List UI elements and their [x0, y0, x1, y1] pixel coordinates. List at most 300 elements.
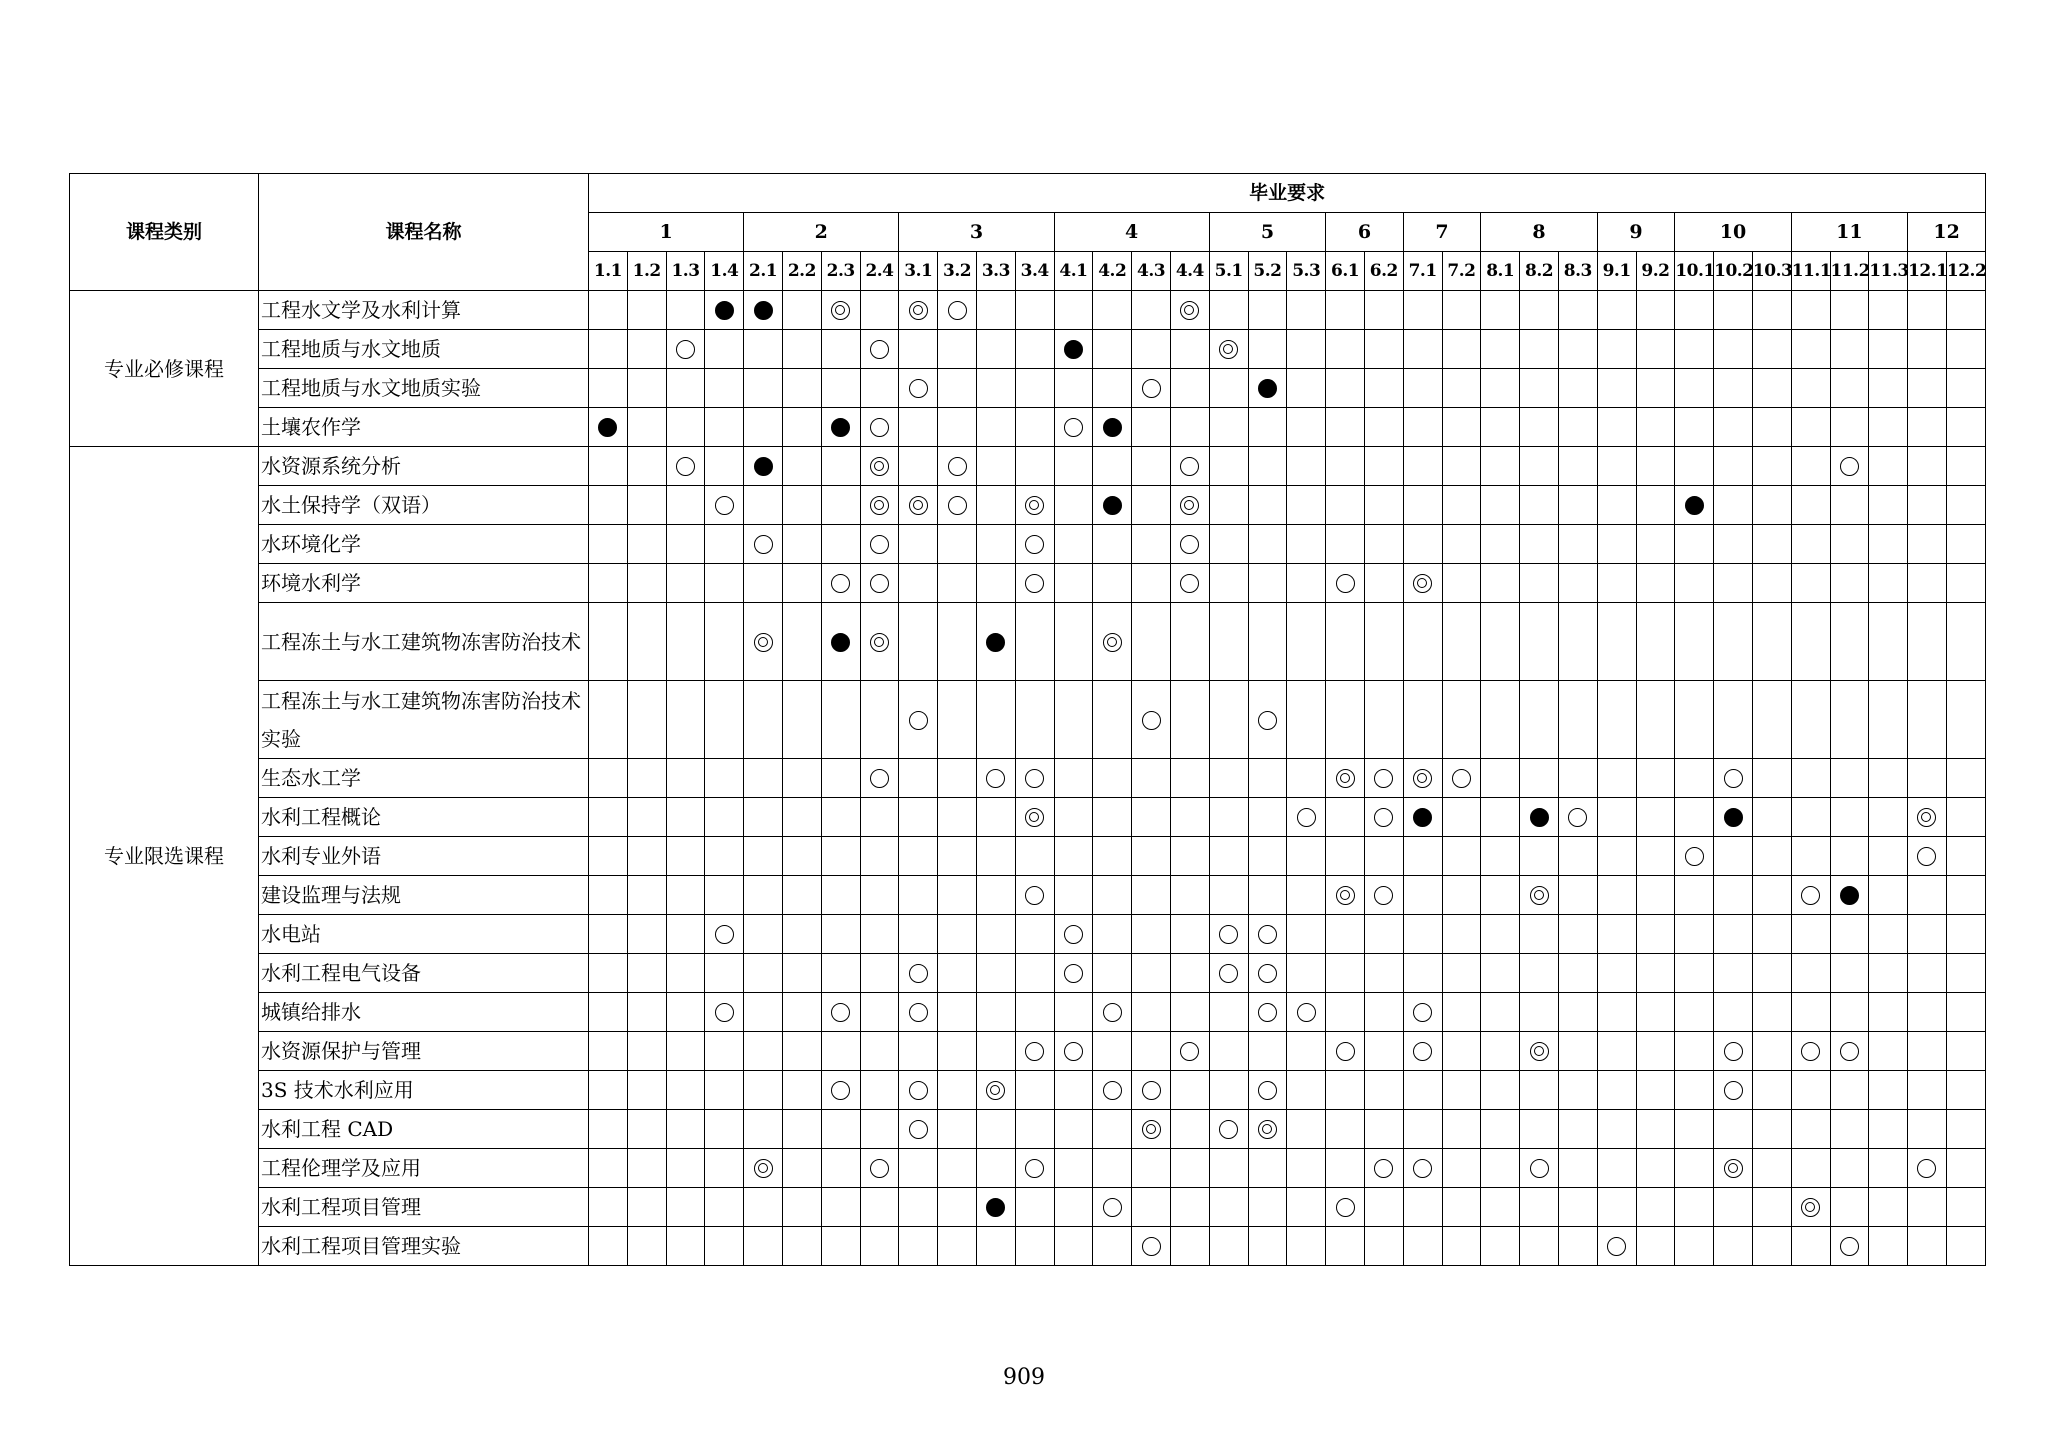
double-circle-icon — [1413, 574, 1432, 593]
matrix-cell — [1791, 876, 1830, 915]
matrix-cell — [1015, 1149, 1054, 1188]
matrix-cell — [1830, 408, 1869, 447]
matrix-cell — [1520, 915, 1559, 954]
requirement-header: 7 — [1403, 213, 1481, 252]
matrix-cell — [1326, 486, 1365, 525]
matrix-cell — [1636, 291, 1675, 330]
matrix-cell — [1170, 876, 1209, 915]
matrix-cell — [1520, 486, 1559, 525]
matrix-cell — [1520, 291, 1559, 330]
matrix-cell — [1015, 369, 1054, 408]
full-circle-icon — [986, 1198, 1005, 1217]
matrix-cell — [1752, 759, 1791, 798]
matrix-cell — [1520, 837, 1559, 876]
matrix-cell — [782, 564, 821, 603]
matrix-cell — [1209, 291, 1248, 330]
matrix-cell — [782, 408, 821, 447]
matrix-cell — [1558, 330, 1597, 369]
matrix-cell — [627, 798, 666, 837]
matrix-cell — [1364, 486, 1403, 525]
matrix-cell — [860, 954, 899, 993]
matrix-cell — [744, 837, 783, 876]
sub-requirement-header: 10.3 — [1752, 252, 1791, 291]
matrix-cell — [1442, 993, 1481, 1032]
matrix-cell — [1132, 837, 1171, 876]
matrix-cell — [1209, 603, 1248, 681]
open-circle-icon — [909, 1003, 928, 1022]
matrix-cell — [1908, 564, 1947, 603]
matrix-cell — [1209, 1227, 1248, 1266]
matrix-cell — [821, 564, 860, 603]
matrix-cell — [1636, 837, 1675, 876]
matrix-cell — [1170, 1110, 1209, 1149]
matrix-cell — [821, 759, 860, 798]
double-circle-icon — [754, 1159, 773, 1178]
double-circle-icon — [1530, 1042, 1549, 1061]
matrix-cell — [1170, 681, 1209, 759]
matrix-cell — [589, 525, 628, 564]
matrix-cell — [705, 1149, 744, 1188]
requirement-header: 11 — [1791, 213, 1907, 252]
matrix-cell — [1908, 447, 1947, 486]
matrix-cell — [589, 369, 628, 408]
matrix-cell — [1287, 447, 1326, 486]
matrix-cell — [1093, 915, 1132, 954]
matrix-cell — [1558, 681, 1597, 759]
matrix-cell — [1908, 603, 1947, 681]
matrix-cell — [1209, 408, 1248, 447]
page-number: 909 — [1003, 1365, 1045, 1390]
matrix-cell — [1093, 1188, 1132, 1227]
matrix-cell — [1170, 330, 1209, 369]
matrix-cell — [1326, 876, 1365, 915]
matrix-cell — [1170, 1227, 1209, 1266]
matrix-cell — [1054, 330, 1093, 369]
matrix-cell — [782, 1071, 821, 1110]
open-circle-icon — [1142, 379, 1161, 398]
matrix-cell — [1752, 408, 1791, 447]
open-circle-icon — [1840, 1042, 1859, 1061]
matrix-cell — [1597, 1149, 1636, 1188]
table-row — [70, 447, 1986, 486]
matrix-cell — [1636, 369, 1675, 408]
matrix-cell — [1752, 1110, 1791, 1149]
matrix-cell — [1791, 1032, 1830, 1071]
matrix-cell — [1791, 837, 1830, 876]
open-circle-icon — [754, 535, 773, 554]
matrix-cell — [1946, 291, 1985, 330]
matrix-cell — [1558, 1032, 1597, 1071]
sub-requirement-header: 2.1 — [744, 252, 783, 291]
matrix-cell — [1287, 369, 1326, 408]
matrix-cell — [1714, 1149, 1753, 1188]
matrix-cell — [976, 876, 1015, 915]
matrix-cell — [1403, 1032, 1442, 1071]
matrix-cell — [1675, 954, 1714, 993]
matrix-cell — [1869, 1032, 1908, 1071]
matrix-cell — [1520, 564, 1559, 603]
matrix-cell — [1675, 993, 1714, 1032]
matrix-cell — [1636, 1110, 1675, 1149]
matrix-cell — [1248, 876, 1287, 915]
matrix-cell — [1170, 564, 1209, 603]
sub-requirement-header: 4.3 — [1132, 252, 1171, 291]
matrix-cell — [1481, 486, 1520, 525]
matrix-cell — [1830, 330, 1869, 369]
matrix-cell — [1209, 993, 1248, 1032]
course-name: 水资源保护与管理 — [259, 1032, 589, 1071]
matrix-cell — [1248, 681, 1287, 759]
matrix-cell — [1248, 603, 1287, 681]
matrix-cell — [860, 291, 899, 330]
matrix-cell — [1170, 1071, 1209, 1110]
matrix-cell — [1675, 837, 1714, 876]
matrix-cell — [1170, 525, 1209, 564]
matrix-cell — [1714, 681, 1753, 759]
matrix-cell — [705, 876, 744, 915]
matrix-cell — [1597, 759, 1636, 798]
matrix-cell — [1364, 1188, 1403, 1227]
matrix-cell — [1170, 954, 1209, 993]
matrix-cell — [589, 1032, 628, 1071]
matrix-cell — [1015, 564, 1054, 603]
sub-requirement-header: 1.3 — [666, 252, 705, 291]
matrix-cell — [782, 954, 821, 993]
matrix-cell — [821, 408, 860, 447]
matrix-cell — [1326, 993, 1365, 1032]
open-circle-icon — [1530, 1159, 1549, 1178]
matrix-cell — [976, 486, 1015, 525]
matrix-cell — [1209, 915, 1248, 954]
matrix-cell — [1752, 837, 1791, 876]
matrix-cell — [782, 759, 821, 798]
double-circle-icon — [870, 457, 889, 476]
course-name: 生态水工学 — [259, 759, 589, 798]
matrix-cell — [1908, 798, 1947, 837]
matrix-cell — [1287, 915, 1326, 954]
matrix-cell — [1287, 876, 1326, 915]
matrix-cell — [1481, 993, 1520, 1032]
matrix-cell — [744, 291, 783, 330]
matrix-cell — [976, 681, 1015, 759]
full-circle-icon — [831, 418, 850, 437]
matrix-cell — [1752, 486, 1791, 525]
matrix-cell — [1170, 837, 1209, 876]
matrix-cell — [782, 876, 821, 915]
matrix-cell — [1597, 564, 1636, 603]
matrix-cell — [1170, 486, 1209, 525]
matrix-cell — [1481, 876, 1520, 915]
open-circle-icon — [1413, 1159, 1432, 1178]
matrix-cell — [1093, 603, 1132, 681]
sub-requirement-header: 2.4 — [860, 252, 899, 291]
table-row — [70, 1032, 1986, 1071]
matrix-cell — [705, 603, 744, 681]
matrix-cell — [1908, 915, 1947, 954]
matrix-cell — [1791, 369, 1830, 408]
matrix-cell — [1364, 447, 1403, 486]
matrix-cell — [627, 1188, 666, 1227]
course-name: 水土保持学（双语） — [259, 486, 589, 525]
matrix-cell — [1597, 993, 1636, 1032]
matrix-cell — [666, 408, 705, 447]
matrix-cell — [1675, 564, 1714, 603]
matrix-cell — [976, 603, 1015, 681]
matrix-cell — [1054, 1188, 1093, 1227]
matrix-cell — [899, 993, 938, 1032]
matrix-cell — [666, 369, 705, 408]
matrix-cell — [1093, 759, 1132, 798]
matrix-cell — [1946, 603, 1985, 681]
matrix-cell — [1015, 1032, 1054, 1071]
matrix-cell — [1714, 876, 1753, 915]
matrix-cell — [1287, 291, 1326, 330]
matrix-cell — [744, 369, 783, 408]
sub-requirement-header: 3.1 — [899, 252, 938, 291]
open-circle-icon — [1336, 574, 1355, 593]
course-name: 土壤农作学 — [259, 408, 589, 447]
matrix-cell — [589, 954, 628, 993]
matrix-cell — [1636, 564, 1675, 603]
matrix-cell — [1093, 798, 1132, 837]
matrix-cell — [821, 369, 860, 408]
matrix-cell — [938, 798, 977, 837]
matrix-cell — [1869, 369, 1908, 408]
matrix-cell — [899, 798, 938, 837]
matrix-cell — [1946, 993, 1985, 1032]
matrix-cell — [1791, 603, 1830, 681]
matrix-cell — [1908, 1071, 1947, 1110]
matrix-cell — [1287, 798, 1326, 837]
matrix-cell — [1908, 1188, 1947, 1227]
matrix-cell — [1287, 486, 1326, 525]
requirement-header: 12 — [1908, 213, 1986, 252]
matrix-cell — [899, 915, 938, 954]
open-circle-icon — [1685, 847, 1704, 866]
matrix-cell — [1830, 954, 1869, 993]
matrix-cell — [666, 486, 705, 525]
matrix-cell — [1403, 1071, 1442, 1110]
matrix-cell — [1520, 1188, 1559, 1227]
sub-requirement-header: 4.4 — [1170, 252, 1209, 291]
matrix-cell — [1558, 486, 1597, 525]
matrix-cell — [705, 681, 744, 759]
matrix-cell — [627, 447, 666, 486]
matrix-cell — [821, 681, 860, 759]
matrix-cell — [976, 1032, 1015, 1071]
matrix-cell — [1209, 369, 1248, 408]
matrix-cell — [1675, 1227, 1714, 1266]
matrix-cell — [1714, 603, 1753, 681]
matrix-cell — [1869, 837, 1908, 876]
matrix-cell — [1248, 798, 1287, 837]
course-category: 专业限选课程 — [70, 447, 259, 1266]
matrix-cell — [1946, 1227, 1985, 1266]
matrix-cell — [1287, 1032, 1326, 1071]
course-name: 水资源系统分析 — [259, 447, 589, 486]
matrix-cell — [589, 564, 628, 603]
matrix-cell — [1364, 993, 1403, 1032]
matrix-cell — [1132, 1110, 1171, 1149]
sub-requirement-header: 4.1 — [1054, 252, 1093, 291]
matrix-cell — [1481, 798, 1520, 837]
matrix-cell — [705, 798, 744, 837]
matrix-cell — [1558, 1149, 1597, 1188]
matrix-cell — [1364, 1071, 1403, 1110]
matrix-cell — [1830, 681, 1869, 759]
matrix-cell — [1520, 993, 1559, 1032]
matrix-cell — [976, 408, 1015, 447]
double-circle-icon — [1025, 808, 1044, 827]
matrix-cell — [1908, 525, 1947, 564]
matrix-cell — [627, 681, 666, 759]
matrix-cell — [1326, 1188, 1365, 1227]
matrix-cell — [938, 330, 977, 369]
matrix-cell — [1675, 1110, 1714, 1149]
open-circle-icon — [870, 340, 889, 359]
matrix-cell — [666, 1032, 705, 1071]
matrix-cell — [1597, 681, 1636, 759]
matrix-cell — [899, 876, 938, 915]
matrix-cell — [1481, 954, 1520, 993]
matrix-cell — [1520, 1149, 1559, 1188]
matrix-cell — [1714, 564, 1753, 603]
matrix-cell — [1558, 564, 1597, 603]
open-circle-icon — [1374, 769, 1393, 788]
matrix-cell — [1636, 486, 1675, 525]
matrix-cell — [1132, 1188, 1171, 1227]
open-circle-icon — [948, 496, 967, 515]
matrix-cell — [627, 1032, 666, 1071]
sub-requirement-header: 10.2 — [1714, 252, 1753, 291]
sub-requirement-header: 5.2 — [1248, 252, 1287, 291]
matrix-cell — [1170, 408, 1209, 447]
open-circle-icon — [870, 535, 889, 554]
matrix-cell — [1869, 993, 1908, 1032]
matrix-cell — [1132, 759, 1171, 798]
matrix-cell — [1636, 1149, 1675, 1188]
matrix-cell — [1558, 447, 1597, 486]
table-row — [70, 408, 1986, 447]
table-row — [70, 369, 1986, 408]
matrix-cell — [1364, 954, 1403, 993]
matrix-cell — [1209, 681, 1248, 759]
matrix-cell — [1520, 798, 1559, 837]
matrix-cell — [1520, 876, 1559, 915]
matrix-cell — [1442, 564, 1481, 603]
course-name: 水环境化学 — [259, 525, 589, 564]
matrix-cell — [1132, 447, 1171, 486]
open-circle-icon — [1374, 808, 1393, 827]
matrix-cell — [744, 1032, 783, 1071]
matrix-cell — [860, 564, 899, 603]
matrix-cell — [860, 1149, 899, 1188]
matrix-cell — [1520, 1071, 1559, 1110]
matrix-cell — [1442, 369, 1481, 408]
matrix-cell — [1364, 564, 1403, 603]
matrix-cell — [1248, 486, 1287, 525]
matrix-cell — [589, 759, 628, 798]
matrix-cell — [782, 486, 821, 525]
open-circle-icon — [1219, 964, 1238, 983]
matrix-cell — [1326, 564, 1365, 603]
table-row — [70, 681, 1986, 759]
matrix-cell — [938, 1227, 977, 1266]
open-circle-icon — [1258, 1003, 1277, 1022]
matrix-cell — [1015, 525, 1054, 564]
table-row — [70, 330, 1986, 369]
matrix-cell — [1481, 1149, 1520, 1188]
matrix-cell — [627, 1110, 666, 1149]
matrix-cell — [1830, 564, 1869, 603]
double-circle-icon — [1917, 808, 1936, 827]
open-circle-icon — [676, 457, 695, 476]
matrix-cell — [1403, 408, 1442, 447]
matrix-cell — [1170, 993, 1209, 1032]
matrix-cell — [1520, 1110, 1559, 1149]
matrix-cell — [1132, 993, 1171, 1032]
matrix-cell — [1481, 1227, 1520, 1266]
matrix-cell — [744, 447, 783, 486]
open-circle-icon — [831, 1081, 850, 1100]
matrix-cell — [1442, 1071, 1481, 1110]
matrix-cell — [1830, 1188, 1869, 1227]
matrix-cell — [1132, 525, 1171, 564]
table-row — [70, 993, 1986, 1032]
matrix-cell — [1908, 486, 1947, 525]
matrix-cell — [1908, 330, 1947, 369]
double-circle-icon — [1219, 340, 1238, 359]
matrix-cell — [860, 1071, 899, 1110]
requirement-header: 3 — [899, 213, 1054, 252]
matrix-cell — [1326, 330, 1365, 369]
matrix-cell — [1675, 681, 1714, 759]
matrix-cell — [1791, 1188, 1830, 1227]
matrix-cell — [1403, 993, 1442, 1032]
matrix-cell — [1442, 837, 1481, 876]
matrix-cell — [1403, 1227, 1442, 1266]
matrix-cell — [782, 291, 821, 330]
open-circle-icon — [1025, 769, 1044, 788]
matrix-cell — [899, 369, 938, 408]
matrix-cell — [1636, 1188, 1675, 1227]
matrix-cell — [1830, 291, 1869, 330]
matrix-cell — [1248, 1071, 1287, 1110]
matrix-cell — [1287, 759, 1326, 798]
matrix-cell — [821, 954, 860, 993]
matrix-cell — [1287, 1110, 1326, 1149]
matrix-cell — [1054, 525, 1093, 564]
open-circle-icon — [1064, 1042, 1083, 1061]
matrix-cell — [1481, 1188, 1520, 1227]
matrix-cell — [938, 408, 977, 447]
sub-requirement-header: 5.3 — [1287, 252, 1326, 291]
matrix-cell — [627, 291, 666, 330]
full-circle-icon — [1064, 340, 1083, 359]
matrix-cell — [1248, 993, 1287, 1032]
open-circle-icon — [870, 769, 889, 788]
requirement-header: 2 — [744, 213, 899, 252]
matrix-cell — [1364, 681, 1403, 759]
matrix-cell — [938, 915, 977, 954]
matrix-cell — [1364, 1032, 1403, 1071]
sub-requirement-header: 1.4 — [705, 252, 744, 291]
matrix-cell — [705, 837, 744, 876]
matrix-cell — [1714, 369, 1753, 408]
matrix-cell — [589, 876, 628, 915]
matrix-cell — [1752, 798, 1791, 837]
matrix-cell — [1093, 1032, 1132, 1071]
